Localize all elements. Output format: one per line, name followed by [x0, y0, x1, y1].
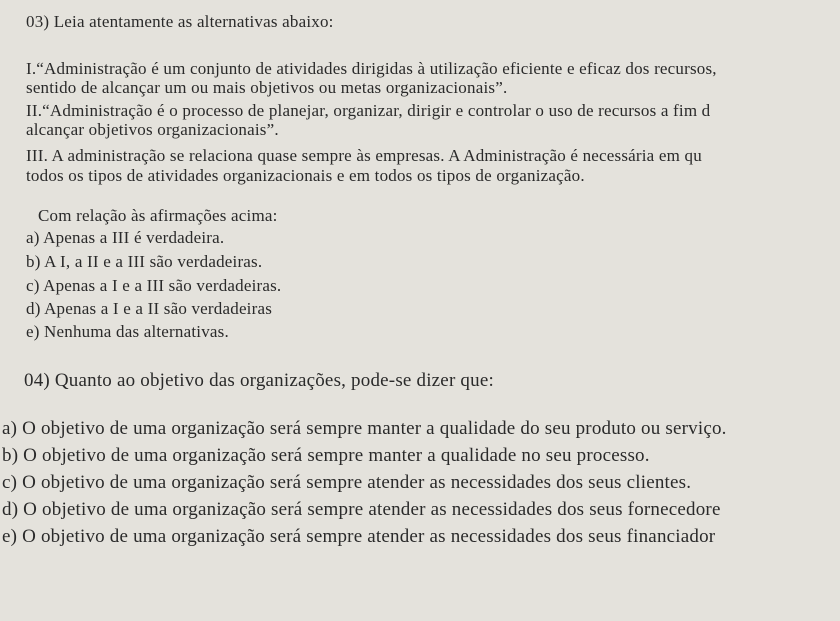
answer-option: b) O objetivo de uma organização será sempre manter a qualidade no seu processo.: [2, 445, 650, 466]
statement-line: II.“Administração é o processo de planejar, organizar, dirigir e controlar o uso de recursos a fim d: [26, 101, 711, 120]
answer-option: d) Apenas a I e a II são verdadeiras: [26, 299, 273, 318]
statement-line: alcançar objetivos organizacionais”.: [26, 120, 279, 139]
answer-option: e) O objetivo de uma organização será sempre atender as necessidades dos seus financiador: [2, 526, 716, 547]
answer-option: c) Apenas a I e a III são verdadeiras.: [26, 276, 282, 295]
answer-option: c) O objetivo de uma organização será sempre atender as necessidades dos seus clientes.: [2, 472, 692, 493]
answer-option: e) Nenhuma das alternativas.: [26, 322, 229, 341]
answer-option: a) O objetivo de uma organização será sempre manter a qualidade do seu produto ou serviço.: [2, 418, 727, 439]
question-3-prompt: Com relação às afirmações acima:: [38, 206, 278, 225]
answer-option: b) A I, a II e a III são verdadeiras.: [26, 252, 263, 271]
statement-line: todos os tipos de atividades organizacionais e em todos os tipos de organização.: [26, 166, 585, 185]
answer-option: a) Apenas a III é verdadeira.: [26, 228, 225, 247]
statement-line: III. A administração se relaciona quase sempre às empresas. A Administração é necessária em qu: [26, 146, 702, 165]
question-3-heading: 03) Leia atentamente as alternativas abaixo:: [26, 12, 334, 31]
statement-line: sentido de alcançar um ou mais objetivos ou metas organizacionais”.: [26, 78, 508, 97]
statement-line: I.“Administração é um conjunto de atividades dirigidas à utilização eficiente e eficaz dos recursos,: [26, 59, 717, 78]
answer-option: d) O objetivo de uma organização será sempre atender as necessidades dos seus fornecedore: [2, 499, 721, 520]
question-4-heading: 04) Quanto ao objetivo das organizações, pode-se dizer que:: [24, 370, 494, 391]
